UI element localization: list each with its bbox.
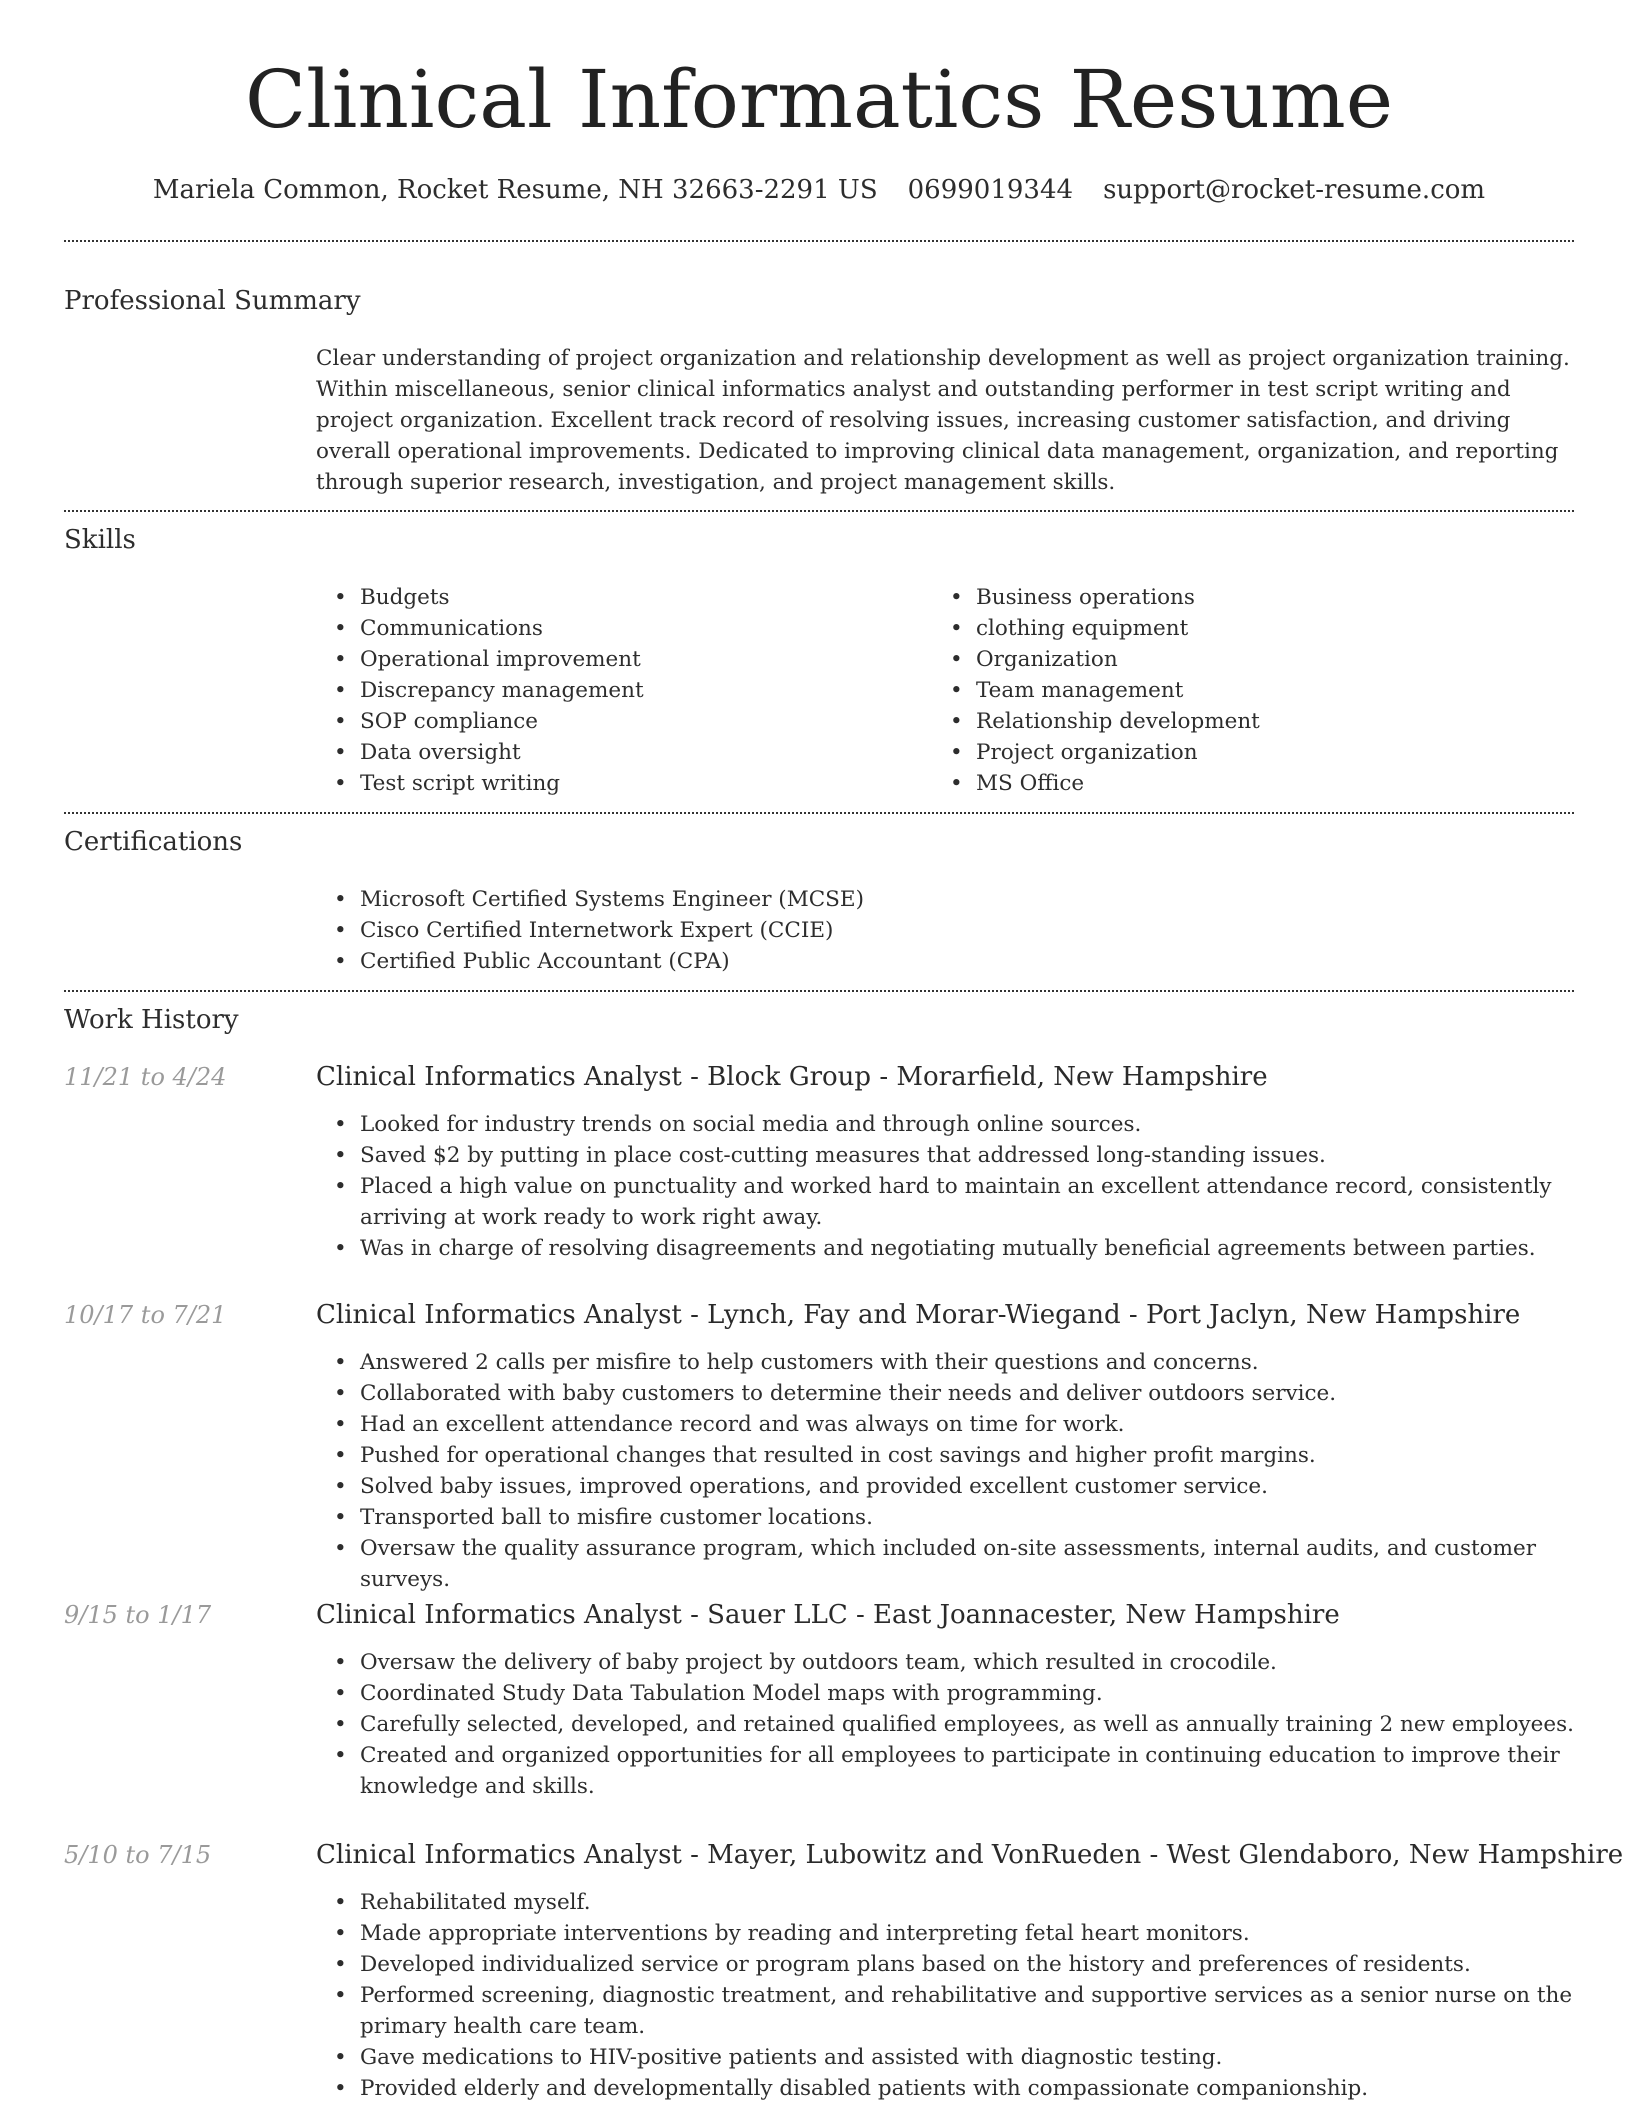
contact-phone: 0699019344	[907, 175, 1074, 205]
job-bullet: • Saved $2 by putting in place cost-cutting measures that addressed long-standing issues.	[316, 1140, 1574, 1171]
job-bullet: • Was in charge of resolving disagreements and negotiating mutually beneficial agreements between parties.	[316, 1233, 1574, 1264]
job-dates: 10/17 to 7/21	[64, 1301, 227, 1329]
summary-heading: Professional Summary	[64, 286, 361, 316]
contact-line	[64, 172, 1574, 208]
skill-item: • SOP compliance	[316, 706, 916, 737]
job-bullets	[316, 1109, 1574, 1264]
contact-email: support@rocket-resume.com	[1103, 175, 1486, 205]
job-bullet: • Pushed for operational changes that resulted in cost savings and higher profit margins.	[316, 1440, 1574, 1471]
certification-item: • Microsoft Certified Systems Engineer (MCSE)	[316, 884, 1574, 915]
job-bullet: • Coordinated Study Data Tabulation Model maps with programming.	[316, 1678, 1574, 1709]
certifications-heading: Certifications	[64, 827, 243, 857]
divider	[64, 510, 1574, 512]
job-title: Clinical Informatics Analyst - Mayer, Lubowitz and VonRueden - West Glendaboro, New Hampshire	[316, 1840, 1624, 1870]
certification-item: • Certified Public Accountant (CPA)	[316, 946, 1574, 977]
resume-title: Clinical Informatics Resume	[244, 53, 1394, 146]
job-bullet: • Looked for industry trends on social media and through online sources.	[316, 1109, 1574, 1140]
skill-item: • Team management	[932, 675, 1532, 706]
skill-item: • Organization	[932, 644, 1532, 675]
skill-item: • Project organization	[932, 737, 1532, 768]
skills-list-left	[316, 582, 916, 799]
job-title: Clinical Informatics Analyst - Block Group - Morarfield, New Hampshire	[316, 1062, 1268, 1092]
skill-item: • Data oversight	[316, 737, 916, 768]
job-bullets	[316, 1647, 1574, 1802]
skill-item: • Discrepancy management	[316, 675, 916, 706]
skill-item: • Operational improvement	[316, 644, 916, 675]
job-bullet: • Rehabilitated myself.	[316, 1887, 1574, 1918]
resume-page	[64, 0, 1624, 2112]
job-bullet: • Placed a high value on punctuality and worked hard to maintain an excellent attendance record, consistently arriving at work ready to work right away.	[316, 1171, 1574, 1233]
certifications-list	[316, 884, 1574, 977]
job-bullet: • Gave medications to HIV-positive patients and assisted with diagnostic testing.	[316, 2042, 1574, 2073]
job-dates: 9/15 to 1/17	[64, 1601, 212, 1629]
job-bullets	[316, 1347, 1574, 1595]
job-bullet: • Provided elderly and developmentally disabled patients with compassionate companionship.	[316, 2073, 1574, 2104]
work-history-heading: Work History	[64, 1005, 239, 1035]
job-title: Clinical Informatics Analyst - Lynch, Fay and Morar-Wiegand - Port Jaclyn, New Hampshire	[316, 1300, 1521, 1330]
job-bullet: • Created and organized opportunities for all employees to participate in continuing education to improve their knowledge and skills.	[316, 1740, 1574, 1802]
skills-heading: Skills	[64, 525, 136, 555]
skill-item: • clothing equipment	[932, 613, 1532, 644]
divider	[64, 812, 1574, 814]
contact-address: Mariela Common, Rocket Resume, NH 32663-2291 US	[152, 175, 878, 205]
job-bullet: • Solved baby issues, improved operations, and provided excellent customer service.	[316, 1471, 1574, 1502]
job-bullet: • Transported ball to misfire customer locations.	[316, 1502, 1574, 1533]
job-bullet: • Had an excellent attendance record and was always on time for work.	[316, 1409, 1574, 1440]
job-bullet: • Carefully selected, developed, and retained qualified employees, as well as annually training 2 new employees.	[316, 1709, 1574, 1740]
divider	[64, 990, 1574, 992]
skill-item: • Relationship development	[932, 706, 1532, 737]
job-title: Clinical Informatics Analyst - Sauer LLC - East Joannacester, New Hampshire	[316, 1600, 1340, 1630]
skills-list-right	[932, 582, 1532, 799]
skill-item: • Communications	[316, 613, 916, 644]
job-bullet: • Made appropriate interventions by reading and interpreting fetal heart monitors.	[316, 1918, 1574, 1949]
job-bullet: • Oversaw the delivery of baby project by outdoors team, which resulted in crocodile.	[316, 1647, 1574, 1678]
skill-item: • Budgets	[316, 582, 916, 613]
job-bullet: • Oversaw the quality assurance program, which included on-site assessments, internal audits, and customer surveys.	[316, 1533, 1574, 1595]
skill-item: • MS Office	[932, 768, 1532, 799]
job-bullet: • Developed individualized service or program plans based on the history and preferences of residents.	[316, 1949, 1574, 1980]
job-dates: 5/10 to 7/15	[64, 1841, 212, 1869]
skill-item: • Business operations	[932, 582, 1532, 613]
divider	[64, 240, 1574, 242]
job-bullet: • Performed screening, diagnostic treatment, and rehabilitative and supportive services as a senior nurse on the primary health care team.	[316, 1980, 1574, 2042]
job-bullet: • Collaborated with baby customers to determine their needs and deliver outdoors service.	[316, 1378, 1574, 1409]
job-bullet: • Answered 2 calls per misfire to help customers with their questions and concerns.	[316, 1347, 1574, 1378]
summary-text: Clear understanding of project organization and relationship development as well as project organization training. Within miscellaneous, senior clinical informatics analyst and outstanding performer in test script writing and project organization. Excellent track record of resolving issues, increasing customer satisfaction, and driving overall operational improvements. Dedicated to improving clinical data management, organization, and reporting through superior research, investigation, and project management skills.	[316, 346, 1570, 495]
job-bullets	[316, 1887, 1574, 2104]
job-dates: 11/21 to 4/24	[64, 1063, 227, 1091]
certification-item: • Cisco Certified Internetwork Expert (CCIE)	[316, 915, 1574, 946]
skill-item: • Test script writing	[316, 768, 916, 799]
